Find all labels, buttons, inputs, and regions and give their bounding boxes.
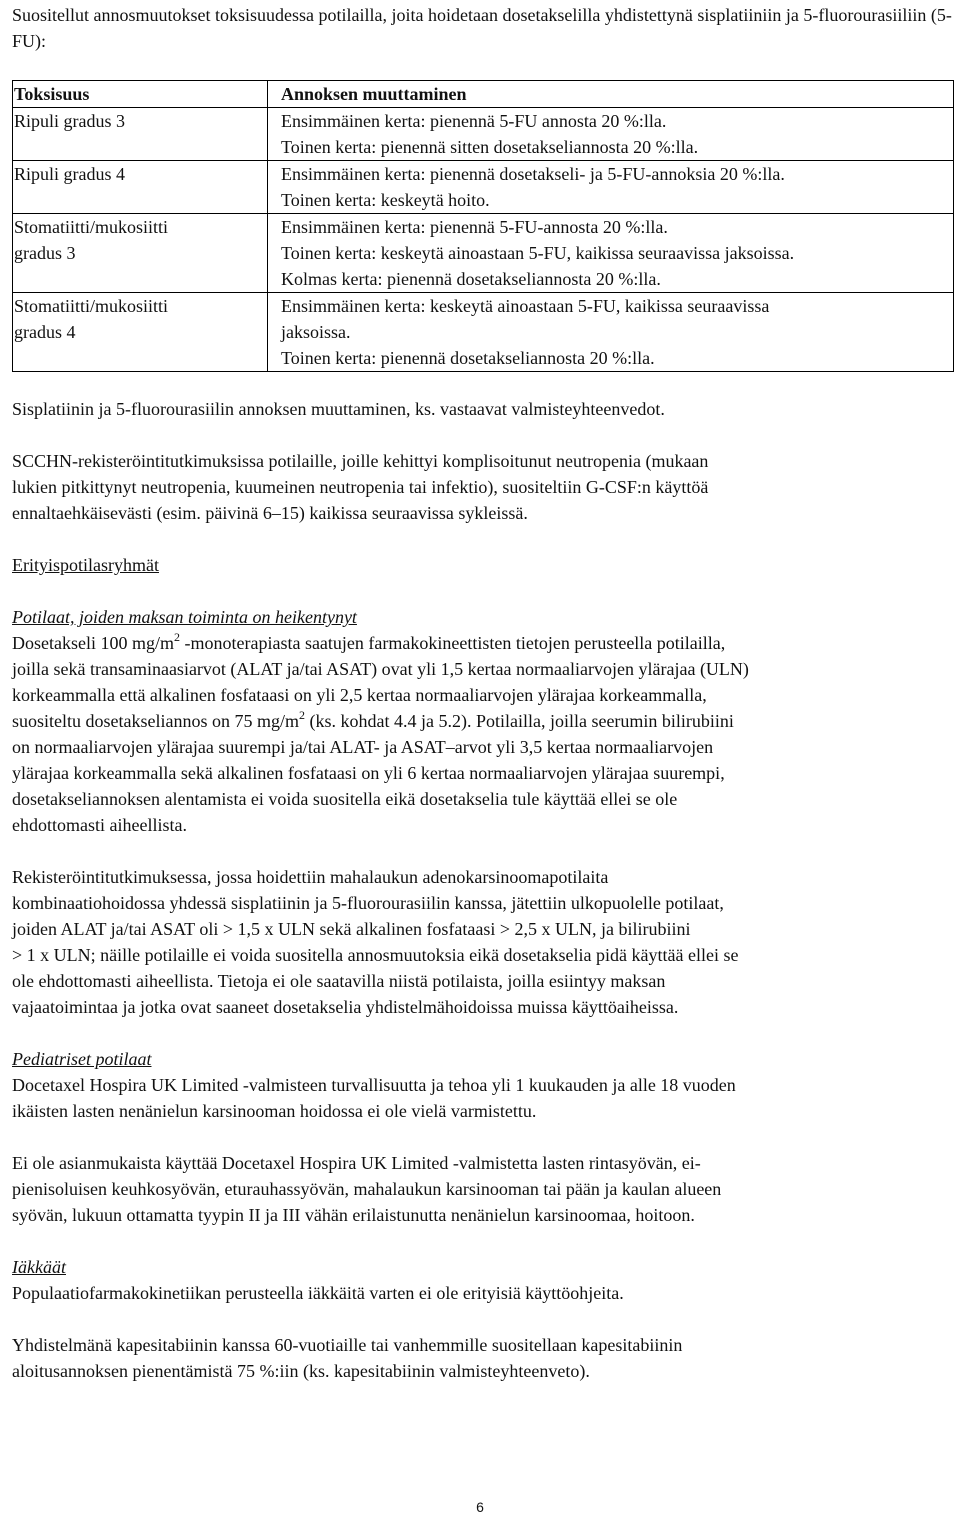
section-heading: Erityispotilasryhmät xyxy=(12,555,159,575)
paragraph-line: Yhdistelmänä kapesitabiinin kanssa 60-vuotiaille tai vanhemmille suositellaan kapesitabiinin xyxy=(12,1335,683,1355)
toxicity-line: Stomatiitti/mukosiitti xyxy=(14,296,169,316)
header-toxicity: Toksisuus xyxy=(13,81,268,108)
pediatric-section xyxy=(12,1046,952,1124)
adjustment-cell xyxy=(268,161,954,214)
subsection-heading: Iäkkäät xyxy=(12,1257,66,1277)
adjustment-cell xyxy=(268,214,954,293)
toxicity-line: Stomatiitti/mukosiitti xyxy=(14,217,169,237)
page-number: 6 xyxy=(476,1499,484,1515)
paragraph-line: Populaatiofarmakokinetiikan perusteella iäkkäitä varten ei ole erityisiä käyttöohjeita. xyxy=(12,1283,624,1303)
table-row xyxy=(13,293,954,372)
pediatric-paragraph-2 xyxy=(12,1150,952,1228)
adjustment-line: jaksoissa. xyxy=(281,322,351,342)
table-row xyxy=(13,161,954,214)
adjustment-line: Toinen kerta: keskeytä hoito. xyxy=(281,190,490,210)
cisplatin-paragraph xyxy=(12,396,952,422)
toxicity-cell xyxy=(13,108,268,161)
paragraph-line: on normaaliarvojen ylärajaa suurempi ja/tai ALAT- ja ASAT–arvot yli 3,5 kertaa normaaliarvojen xyxy=(12,737,714,757)
elderly-paragraph-2 xyxy=(12,1332,952,1384)
paragraph-line: ehdottomasti aiheellista. xyxy=(12,815,187,835)
adjustment-cell xyxy=(268,108,954,161)
adjustment-line: Ensimmäinen kerta: keskeytä ainoastaan 5-FU, kaikissa seuraavissa xyxy=(281,296,770,316)
subsection-heading: Potilaat, joiden maksan toiminta on heikentynyt xyxy=(12,607,357,627)
paragraph-line: ikäisten lasten nenänielun karsinooman hoidossa ei ole vielä varmistettu. xyxy=(12,1101,537,1121)
paragraph-line: SCCHN-rekisteröintitutkimuksissa potilaille, joille kehittyi komplisoitunut neutropenia (mukaan xyxy=(12,451,709,471)
paragraph-line: korkeammalla että alkalinen fosfataasi on yli 2,5 kertaa normaaliarvojen ylärajaa korkeammalla, xyxy=(12,685,707,705)
text-run: (ks. kohdat 4.4 ja 5.2). Potilailla, joilla seerumin bilirubiini xyxy=(304,711,734,731)
paragraph-line: ylärajaa korkeammalla sekä alkalinen fosfataasi on yli 6 kertaa normaaliarvojen ylärajaa suurempi, xyxy=(12,763,725,783)
adjustment-line: Toinen kerta: pienennä sitten dosetakseliannosta 20 %:lla. xyxy=(281,137,699,157)
subsection-heading: Pediatriset potilaat xyxy=(12,1049,152,1069)
paragraph-line: kombinaatiohoidossa yhdessä sisplatiinin ja 5-fluorourasiilin kanssa, jätettiin ulkopuolelle potilaat, xyxy=(12,893,724,913)
paragraph-line: Docetaxel Hospira UK Limited -valmisteen turvallisuutta ja tehoa yli 1 kuukauden ja alle 18 vuoden xyxy=(12,1075,736,1095)
intro-line: Suositellut annosmuutokset toksisuudessa potilailla, joita hoidetaan dosetakselilla yhdistettynä sisplatiiniin ja 5-fluorourasiiliin (5-FU): xyxy=(12,5,952,51)
text-run: -monoterapiasta saatujen farmakokineettisten tietojen perusteella potilailla, xyxy=(179,633,726,653)
table-header-row xyxy=(13,81,954,108)
toxicity-line: Ripuli gradus 4 xyxy=(14,164,125,184)
superscript: 2 xyxy=(298,708,305,722)
paragraph-line: > 1 x ULN; näille potilaille ei voida suositella annosmuutoksia eikä dosetakselia pidä käyttää ellei se xyxy=(12,945,739,965)
paragraph-line: joiden ALAT ja/tai ASAT oli > 1,5 x ULN sekä alkalinen fosfataasi > 2,5 x ULN, ja bilirubiini xyxy=(12,919,691,939)
table-row xyxy=(13,214,954,293)
superscript: 2 xyxy=(173,630,180,644)
paragraph-line: Sisplatiinin ja 5-fluorourasiilin annoksen muuttaminen, ks. vastaavat valmisteyhteenvedot. xyxy=(12,399,665,419)
text-run: Dosetakseli 100 mg/m xyxy=(12,633,174,653)
paragraph-line: syövän, lukuun ottamatta tyypin II ja III vähän erilaistunutta nenänielun karsinoomaa, hoitoon. xyxy=(12,1205,695,1225)
toxicity-line: gradus 3 xyxy=(14,243,76,263)
adjustment-cell xyxy=(268,293,954,372)
adjustment-line: Toinen kerta: pienennä dosetakseliannosta 20 %:lla. xyxy=(281,348,655,368)
paragraph-line: aloitusannoksen pienentämistä 75 %:iin (ks. kapesitabiinin valmisteyhteenveto). xyxy=(12,1361,590,1381)
paragraph-line: ole ehdottomasti aiheellista. Tietoja ei ole saatavilla niistä potilaista, joilla esiintyy maksan xyxy=(12,971,666,991)
toxicity-line: gradus 4 xyxy=(14,322,76,342)
adjustment-line: Kolmas kerta: pienennä dosetakseliannosta 20 %:lla. xyxy=(281,269,661,289)
elderly-section xyxy=(12,1254,952,1306)
paragraph-line: pienisoluisen keuhkosyövän, eturauhassyövän, mahalaukun karsinooman tai pään ja kaulan alueen xyxy=(12,1179,722,1199)
table-row xyxy=(13,108,954,161)
scchn-paragraph xyxy=(12,448,952,526)
heading-special-populations xyxy=(12,552,952,578)
paragraph-line: dosetakseliannoksen alentamista ei voida suositella eikä dosetakselia tule käyttää ellei se ole xyxy=(12,789,678,809)
paragraph-line: lukien pitkittynyt neutropenia, kuumeinen neutropenia tai infektio), suositeltiin G-CSF:n käyttöä xyxy=(12,477,709,497)
header-adjustment: Annoksen muuttaminen xyxy=(268,81,954,108)
registry-paragraph xyxy=(12,864,952,1020)
adjustment-line: Ensimmäinen kerta: pienennä dosetakseli- ja 5-FU-annoksia 20 %:lla. xyxy=(281,164,785,184)
toxicity-cell xyxy=(13,214,268,293)
paragraph-line xyxy=(12,630,952,656)
paragraph-line: ennaltaehkäisevästi (esim. päivinä 6–15) kaikissa seuraavissa sykleissä. xyxy=(12,503,528,523)
heading-hepatic-impairment xyxy=(12,604,952,630)
toxicity-cell xyxy=(13,161,268,214)
toxicity-table xyxy=(12,80,954,372)
document-page xyxy=(12,0,952,1384)
paragraph-line: joilla sekä transaminaasiarvot (ALAT ja/tai ASAT) ovat yli 1,5 kertaa normaaliarvojen ylärajaa (ULN) xyxy=(12,659,749,679)
paragraph-line: Rekisteröintitutkimuksessa, jossa hoidettiin mahalaukun adenokarsinoomapotilaita xyxy=(12,867,609,887)
liver-paragraph xyxy=(12,630,952,838)
paragraph-line xyxy=(12,708,952,734)
text-run: suositeltu dosetakseliannos on 75 mg/m xyxy=(12,711,299,731)
toxicity-line: Ripuli gradus 3 xyxy=(14,111,125,131)
paragraph-line: Ei ole asianmukaista käyttää Docetaxel Hospira UK Limited -valmistetta lasten rintasyövän, ei- xyxy=(12,1153,701,1173)
adjustment-line: Toinen kerta: keskeytä ainoastaan 5-FU, kaikissa seuraavissa jaksoissa. xyxy=(281,243,795,263)
intro-paragraph xyxy=(12,0,952,54)
adjustment-line: Ensimmäinen kerta: pienennä 5-FU annosta 20 %:lla. xyxy=(281,111,667,131)
adjustment-line: Ensimmäinen kerta: pienennä 5-FU-annosta 20 %:lla. xyxy=(281,217,668,237)
paragraph-line: vajaatoimintaa ja jotka ovat saaneet dosetakselia yhdistelmähoidoissa muissa käyttöaiheissa. xyxy=(12,997,679,1017)
toxicity-cell xyxy=(13,293,268,372)
